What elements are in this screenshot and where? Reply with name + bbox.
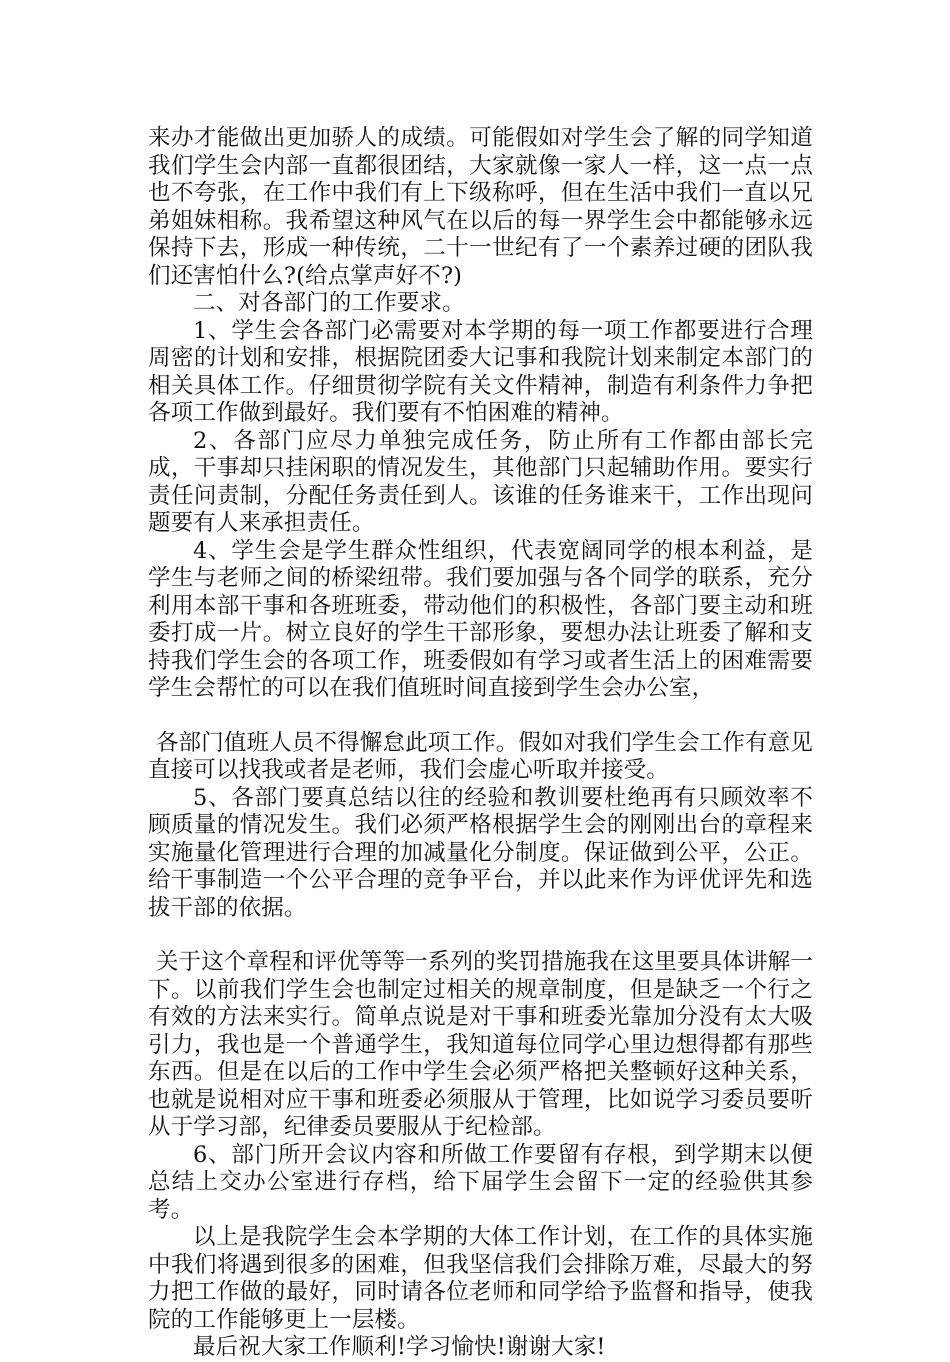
section-heading-requirements: 二、对各部门的工作要求。 xyxy=(193,290,465,316)
paragraph-intro: 来办才能做出更加骄人的成绩。可能假如对学生会了解的同学知道我们学生会内部一直都很团结，大家就像一家人一样，这一点一点也不夸张，在工作中我们有上下级称呼，但在生活中我们一直以兄弟姐妹相称。我希望这种风气在以后的每一界学生会中都能够永远保持下去，形成一种传统，二十一世纪有了一个素养过硬的团队我们还害怕什么?(给点掌声好不?) xyxy=(148,125,813,289)
paragraph-summary: 以上是我院学生会本学期的大体工作计划，在工作的具体实施中我们将遇到很多的困难，但我坚信我们会排除万难，尽最大的努力把工作做的最好，同时请各位老师和同学给予监督和指导，使我院的工作能够更上一层楼。 xyxy=(148,1224,813,1333)
paragraph-item-1: 1、学生会各部门必需要对本学期的每一项工作都要进行合理周密的计划和安排，根据院团委大记事和我院计划来制定本部门的相关具体工作。仔细贯彻学院有关文件精神，制造有利条件力争把各项工作做到最好。我们要有不怕困难的精神。 xyxy=(148,317,813,426)
paragraph-item-2: 2、各部门应尽力单独完成任务，防止所有工作都由部长完成，干事却只挂闲职的情况发生，其他部门只起辅助作用。要实行责任问责制，分配任务责任到人。该谁的任务谁来干，工作出现问题要有人来承担责任。 xyxy=(148,427,813,536)
paragraph-closing: 最后祝大家工作顺利!学习愉快!谢谢大家! xyxy=(193,1334,606,1360)
paragraph-duty-staff: 各部门值班人员不得懈怠此项工作。假如对我们学生会工作有意见直接可以找我或者是老师，我们会虚心听取并接受。 xyxy=(148,729,813,783)
paragraph-rules-explanation: 关于这个章程和评优等等一系列的奖罚措施我在这里要具体讲解一下。以前我们学生会也制定过相关的规章制度，但是缺乏一个行之有效的方法来实行。简单点说是对干事和班委光靠加分没有太大吸引力，我也是一个普通学生，我知道每位同学心里边想得都有那些东西。但是在以后的工作中学生会必须严格把关整顿好这种关系，也就是说相对应干事和班委必须服从于管理，比如说学习委员要听从于学习部，纪律委员要服从于纪检部。 xyxy=(148,949,813,1140)
blank-line xyxy=(148,922,813,949)
paragraph-item-6: 6、部门所开会议内容和所做工作要留有存根，到学期末以便总结上交办公室进行存档，给下届学生会留下一定的经验供其参考。 xyxy=(148,1141,813,1223)
paragraph-item-4: 4、学生会是学生群众性组织，代表宽阔同学的根本利益，是学生与老师之间的桥梁纽带。我们要加强与各个同学的联系，充分利用本部干事和各班班委，带动他们的积极性，各部门要主动和班委打成一片。树立良好的学生干部形象，要想办法让班委了解和支持我们学生会的各项工作，班委假如有学习或者生活上的困难需要学生会帮忙的可以在我们值班时间直接到学生会办公室， xyxy=(148,537,813,701)
document-page xyxy=(148,125,813,1362)
blank-line xyxy=(148,703,813,730)
paragraph-item-5: 5、各部门要真总结以往的经验和教训要杜绝再有只顾效率不顾质量的情况发生。我们必须严格根据学生会的刚刚出台的章程来实施量化管理进行合理的加减量化分制度。保证做到公平，公正。给干事制造一个公平合理的竞争平台，并以此来作为评优评先和选拔干部的依据。 xyxy=(148,784,813,921)
